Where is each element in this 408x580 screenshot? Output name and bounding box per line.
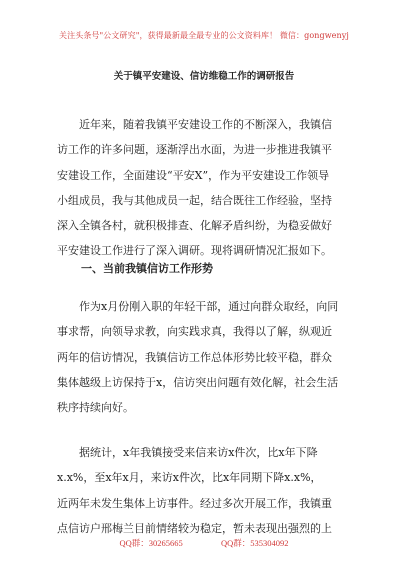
paragraph-line: 小组成员，我与其他成员一起，结合既往工作经验，坚持: [57, 193, 332, 207]
paragraph-line: 秩序持续向好。: [57, 401, 134, 415]
paragraph-line: 平安建设工作进行了深入调研。现将调研情况汇报如下。: [57, 244, 332, 258]
paragraph-intro: [57, 112, 353, 264]
paragraph-line: 集体越级上访保持于x，信访突出问题有效化解，社会生活: [57, 375, 339, 389]
paragraph-line: 事求帮，向领导求教，向实践求真，我得以了解，纵观近: [57, 325, 332, 339]
paragraph-situation: [57, 294, 353, 420]
paragraph-line: x.x%，至x年x月，来访x件次，比x年同期下降x.x%，: [57, 471, 322, 485]
paragraph-line: 深入全镇各村，就积极排查、化解矛盾纠纷，为稳妥做好: [57, 219, 332, 233]
paragraph-line: 安建设工作，全面建设“平安X”，作为平安建设工作领导: [57, 168, 330, 182]
paragraph-line: 近两年未发生集体上访事件。经过多次开展工作，我镇重: [57, 496, 332, 510]
header-promo-note: 关注头条号"公文研究"，获得最新最全最专业的公文资料库！ 微信：gongwenyj: [59, 31, 349, 40]
document-title: 关于镇平安建设、信访维稳工作的调研报告: [113, 71, 295, 82]
paragraph-line: 作为x月份刚入职的年轻干部，通过向群众取经，向同: [79, 300, 339, 313]
section-heading: 一、当前我镇信访工作形势: [81, 262, 213, 275]
paragraph-statistics: [57, 440, 353, 541]
paragraph-line: 点信访户邢梅兰目前情绪较为稳定，暂未表现出强烈的上: [57, 521, 332, 535]
footer-qq-group-2: QQ群：535304092: [220, 538, 289, 548]
paragraph-line: 据统计，x年我镇接受来信来访x件次，比x年下降: [79, 446, 318, 459]
paragraph-line: 近年来，随着我镇平安建设工作的不断深入，我镇信: [79, 118, 332, 131]
footer-qq-group-1: QQ群：30265665: [119, 538, 183, 548]
paragraph-line: 访工作的许多问题，逐渐浮出水面，为进一步推进我镇平: [57, 143, 332, 157]
footer-contact: [0, 537, 408, 549]
paragraph-line: 两年的信访情况，我镇信访工作总体形势比较平稳，群众: [57, 350, 332, 364]
